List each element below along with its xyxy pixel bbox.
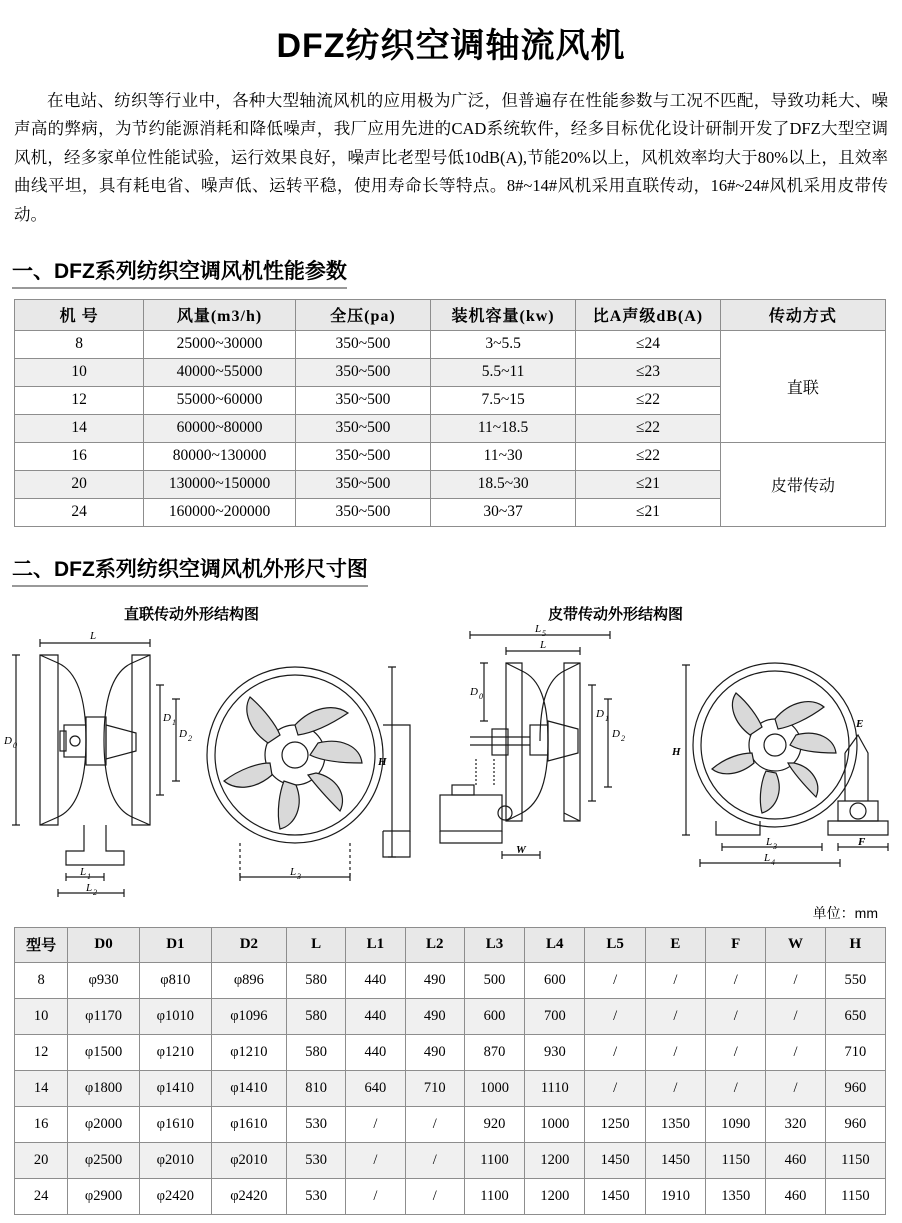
svg-text:2: 2 xyxy=(93,887,97,897)
cell-l: 580 xyxy=(287,962,346,998)
svg-text:D: D xyxy=(596,707,604,720)
cell-noise: ≤21 xyxy=(576,470,721,498)
cell-d2: φ1410 xyxy=(211,1070,286,1106)
cell-l5: 1450 xyxy=(585,1142,645,1178)
cell-l3: 870 xyxy=(464,1034,524,1070)
svg-text:W: W xyxy=(516,843,526,856)
cell-h: 1150 xyxy=(825,1178,885,1214)
cell-drive-belt: 皮带传动 xyxy=(720,442,885,526)
page-title: DFZ纺织空调轴流风机 xyxy=(276,27,626,65)
cell-power: 7.5~15 xyxy=(431,386,576,414)
cell-h: 960 xyxy=(825,1106,885,1142)
cell-l5: / xyxy=(585,962,645,998)
cell-l3: 600 xyxy=(464,998,524,1034)
cell-l3: 1100 xyxy=(464,1178,524,1214)
th-pressure: 全压(pa) xyxy=(295,299,430,330)
cell-model: 24 xyxy=(15,1178,68,1214)
th-e: E xyxy=(645,927,705,962)
th-l2: L2 xyxy=(405,927,464,962)
cell-h: 650 xyxy=(825,998,885,1034)
cell-w: / xyxy=(766,1070,825,1106)
cell-model: 20 xyxy=(15,470,144,498)
cell-l4: 930 xyxy=(525,1034,585,1070)
cell-d1: φ1610 xyxy=(139,1106,211,1142)
th-noise: 比A声级dB(A) xyxy=(576,299,721,330)
cell-l2: 490 xyxy=(405,998,464,1034)
svg-text:H: H xyxy=(672,745,681,758)
cell-f: / xyxy=(706,1034,766,1070)
cell-airflow: 130000~150000 xyxy=(144,470,295,498)
th-l: L xyxy=(287,927,346,962)
svg-text:2: 2 xyxy=(188,733,192,743)
cell-l5: / xyxy=(585,998,645,1034)
table-row xyxy=(15,962,886,998)
cell-model: 20 xyxy=(15,1142,68,1178)
left-drawing-caption: 直联传动外形结构图 xyxy=(124,605,260,623)
cell-noise: ≤22 xyxy=(576,386,721,414)
section-one-heading: 一、DFZ系列纺织空调风机性能参数 xyxy=(12,255,347,289)
svg-text:3: 3 xyxy=(297,871,301,881)
cell-l3: 500 xyxy=(464,962,524,998)
table-row xyxy=(15,998,886,1034)
cell-model: 12 xyxy=(15,1034,68,1070)
performance-table-body xyxy=(15,330,886,526)
cell-l1: / xyxy=(346,1178,405,1214)
svg-text:L: L xyxy=(90,629,97,642)
svg-text:4: 4 xyxy=(771,857,775,867)
table-row xyxy=(15,1106,886,1142)
cell-model: 16 xyxy=(15,1106,68,1142)
cell-h: 960 xyxy=(825,1070,885,1106)
cell-d1: φ1410 xyxy=(139,1070,211,1106)
th-d1: D1 xyxy=(139,927,211,962)
svg-text:L: L xyxy=(535,624,542,635)
cell-w: / xyxy=(766,998,825,1034)
cell-airflow: 55000~60000 xyxy=(144,386,295,414)
cell-airflow: 60000~80000 xyxy=(144,414,295,442)
cell-model: 16 xyxy=(15,442,144,470)
cell-l: 580 xyxy=(287,1034,346,1070)
cell-noise: ≤24 xyxy=(576,330,721,358)
cell-power: 30~37 xyxy=(431,498,576,526)
table-row xyxy=(15,1142,886,1178)
svg-text:L: L xyxy=(766,835,773,848)
table-row xyxy=(15,330,886,358)
cell-e: / xyxy=(645,962,705,998)
cell-noise: ≤23 xyxy=(576,358,721,386)
cell-d1: φ2420 xyxy=(139,1178,211,1214)
cell-l2: 490 xyxy=(405,1034,464,1070)
cell-f: 1150 xyxy=(706,1142,766,1178)
cell-power: 5.5~11 xyxy=(431,358,576,386)
intro-paragraph: 在电站、纺织等行业中，各种大型轴流风机的应用极为广泛，但普遍存在性能参数与工况不匹配，导致功耗大、噪声高的弊病，为节约能源消耗和降低噪声，我厂应用先进的CAD系统软件，经多目标优化设计研制开发了DFZ大型空调风机，经多家单位性能试验，运行效果良好，噪声比老型号低10dB(A),节能20%以上，风机效率均大于80%以上，且效率曲线平坦，具有耗电省、噪声低、运转平稳，使用寿命长等特点。8#~14#风机采用直联传动，16#~24#风机采用皮带传动。 xyxy=(14,91,888,224)
cell-e: 1350 xyxy=(645,1106,705,1142)
th-h: H xyxy=(825,927,885,962)
svg-text:L: L xyxy=(540,638,547,651)
cell-l4: 1110 xyxy=(525,1070,585,1106)
performance-table xyxy=(14,299,886,527)
dimensions-table xyxy=(14,927,886,1215)
table-header-row xyxy=(15,927,886,962)
cell-l3: 1000 xyxy=(464,1070,524,1106)
section-two-heading: 二、DFZ系列纺织空调风机外形尺寸图 xyxy=(12,553,368,587)
svg-text:E: E xyxy=(856,717,864,730)
section-two-heading-wrap xyxy=(0,527,902,597)
cell-l: 530 xyxy=(287,1106,346,1142)
svg-text:D: D xyxy=(163,711,171,724)
cell-l5: / xyxy=(585,1070,645,1106)
cell-noise: ≤22 xyxy=(576,442,721,470)
right-drawing-caption: 皮带传动外形结构图 xyxy=(548,605,684,623)
th-model: 机 号 xyxy=(15,299,144,330)
cell-power: 11~30 xyxy=(431,442,576,470)
fan-outline-drawings xyxy=(0,625,902,905)
cell-l2: / xyxy=(405,1106,464,1142)
cell-l2: / xyxy=(405,1142,464,1178)
cell-d0: φ2900 xyxy=(68,1178,140,1214)
th-d0: D0 xyxy=(68,927,140,962)
cell-w: 460 xyxy=(766,1142,825,1178)
cell-l4: 600 xyxy=(525,962,585,998)
cell-h: 1150 xyxy=(825,1142,885,1178)
cell-d0: φ2500 xyxy=(68,1142,140,1178)
cell-d1: φ810 xyxy=(139,962,211,998)
cell-l2: 490 xyxy=(405,962,464,998)
cell-d0: φ1800 xyxy=(68,1070,140,1106)
th-l4: L4 xyxy=(525,927,585,962)
table-row xyxy=(15,442,886,470)
cell-d1: φ1210 xyxy=(139,1034,211,1070)
th-model: 型号 xyxy=(15,927,68,962)
cell-model: 14 xyxy=(15,414,144,442)
cell-d2: φ1210 xyxy=(211,1034,286,1070)
cell-drive-direct: 直联 xyxy=(720,330,885,442)
cell-l1: 640 xyxy=(346,1070,405,1106)
svg-text:D: D xyxy=(612,727,620,740)
section-one-heading-wrap xyxy=(0,229,902,299)
table-row xyxy=(15,1070,886,1106)
cell-l1: 440 xyxy=(346,962,405,998)
table-row xyxy=(15,1178,886,1214)
svg-text:L: L xyxy=(764,851,771,864)
cell-d1: φ2010 xyxy=(139,1142,211,1178)
cell-w: / xyxy=(766,962,825,998)
cell-model: 8 xyxy=(15,962,68,998)
cell-f: / xyxy=(706,962,766,998)
cell-d0: φ1500 xyxy=(68,1034,140,1070)
cell-l5: / xyxy=(585,1034,645,1070)
cell-l4: 700 xyxy=(525,998,585,1034)
th-drive: 传动方式 xyxy=(720,299,885,330)
cell-h: 710 xyxy=(825,1034,885,1070)
cell-l: 530 xyxy=(287,1178,346,1214)
cell-d2: φ2010 xyxy=(211,1142,286,1178)
cell-pressure: 350~500 xyxy=(295,386,430,414)
cell-e: 1910 xyxy=(645,1178,705,1214)
cell-w: / xyxy=(766,1034,825,1070)
cell-pressure: 350~500 xyxy=(295,414,430,442)
svg-text:1: 1 xyxy=(172,717,176,727)
cell-e: / xyxy=(645,1070,705,1106)
cell-f: / xyxy=(706,998,766,1034)
cell-l4: 1000 xyxy=(525,1106,585,1142)
cell-d0: φ930 xyxy=(68,962,140,998)
cell-pressure: 350~500 xyxy=(295,442,430,470)
cell-d1: φ1010 xyxy=(139,998,211,1034)
th-w: W xyxy=(766,927,825,962)
table-row xyxy=(15,1034,886,1070)
table-header-row xyxy=(15,299,886,330)
cell-airflow: 25000~30000 xyxy=(144,330,295,358)
svg-text:0: 0 xyxy=(479,691,483,701)
cell-model: 12 xyxy=(15,386,144,414)
cell-l5: 1250 xyxy=(585,1106,645,1142)
svg-text:D: D xyxy=(179,727,187,740)
cell-l1: 440 xyxy=(346,998,405,1034)
cell-pressure: 350~500 xyxy=(295,470,430,498)
cell-d2: φ896 xyxy=(211,962,286,998)
cell-f: / xyxy=(706,1070,766,1106)
cell-airflow: 160000~200000 xyxy=(144,498,295,526)
cell-l: 530 xyxy=(287,1142,346,1178)
cell-d0: φ2000 xyxy=(68,1106,140,1142)
cell-l1: / xyxy=(346,1142,405,1178)
cell-d2: φ1096 xyxy=(211,998,286,1034)
cell-model: 10 xyxy=(15,358,144,386)
svg-text:2: 2 xyxy=(621,733,625,743)
th-l5: L5 xyxy=(585,927,645,962)
dimensions-table-body xyxy=(15,962,886,1214)
cell-d2: φ2420 xyxy=(211,1178,286,1214)
dimensions-table-head xyxy=(15,927,886,962)
cell-airflow: 40000~55000 xyxy=(144,358,295,386)
cell-l1: / xyxy=(346,1106,405,1142)
svg-text:L: L xyxy=(86,881,93,894)
cell-l4: 1200 xyxy=(525,1142,585,1178)
cell-f: 1090 xyxy=(706,1106,766,1142)
cell-pressure: 350~500 xyxy=(295,498,430,526)
cell-e: / xyxy=(645,998,705,1034)
cell-w: 320 xyxy=(766,1106,825,1142)
cell-d2: φ1610 xyxy=(211,1106,286,1142)
cell-l2: 710 xyxy=(405,1070,464,1106)
cell-pressure: 350~500 xyxy=(295,358,430,386)
th-l3: L3 xyxy=(464,927,524,962)
svg-text:L: L xyxy=(80,865,87,878)
drawings-area xyxy=(0,603,902,903)
svg-text:L: L xyxy=(290,865,297,878)
cell-model: 14 xyxy=(15,1070,68,1106)
th-power: 装机容量(kw) xyxy=(431,299,576,330)
cell-l2: / xyxy=(405,1178,464,1214)
svg-text:H: H xyxy=(378,755,387,768)
cell-l: 810 xyxy=(287,1070,346,1106)
cell-pressure: 350~500 xyxy=(295,330,430,358)
svg-text:3: 3 xyxy=(773,841,777,851)
th-l1: L1 xyxy=(346,927,405,962)
performance-table-head xyxy=(15,299,886,330)
svg-text:F: F xyxy=(858,835,866,848)
th-f: F xyxy=(706,927,766,962)
unit-note: 单位：mm xyxy=(812,904,878,921)
cell-l1: 440 xyxy=(346,1034,405,1070)
cell-l3: 920 xyxy=(464,1106,524,1142)
cell-l5: 1450 xyxy=(585,1178,645,1214)
cell-e: 1450 xyxy=(645,1142,705,1178)
cell-f: 1350 xyxy=(706,1178,766,1214)
cell-w: 460 xyxy=(766,1178,825,1214)
svg-text:5: 5 xyxy=(542,628,546,638)
cell-l4: 1200 xyxy=(525,1178,585,1214)
cell-l: 580 xyxy=(287,998,346,1034)
cell-e: / xyxy=(645,1034,705,1070)
cell-power: 18.5~30 xyxy=(431,470,576,498)
svg-text:1: 1 xyxy=(87,871,91,881)
cell-power: 11~18.5 xyxy=(431,414,576,442)
cell-model: 8 xyxy=(15,330,144,358)
cell-airflow: 80000~130000 xyxy=(144,442,295,470)
cell-power: 3~5.5 xyxy=(431,330,576,358)
cell-model: 10 xyxy=(15,998,68,1034)
cell-noise: ≤21 xyxy=(576,498,721,526)
cell-l3: 1100 xyxy=(464,1142,524,1178)
th-d2: D2 xyxy=(211,927,286,962)
svg-text:0: 0 xyxy=(13,740,17,750)
th-airflow: 风量(m3/h) xyxy=(144,299,295,330)
cell-model: 24 xyxy=(15,498,144,526)
cell-d0: φ1170 xyxy=(68,998,140,1034)
svg-text:1: 1 xyxy=(605,713,609,723)
cell-h: 550 xyxy=(825,962,885,998)
svg-text:D: D xyxy=(4,734,12,747)
cell-noise: ≤22 xyxy=(576,414,721,442)
svg-text:D: D xyxy=(470,685,478,698)
